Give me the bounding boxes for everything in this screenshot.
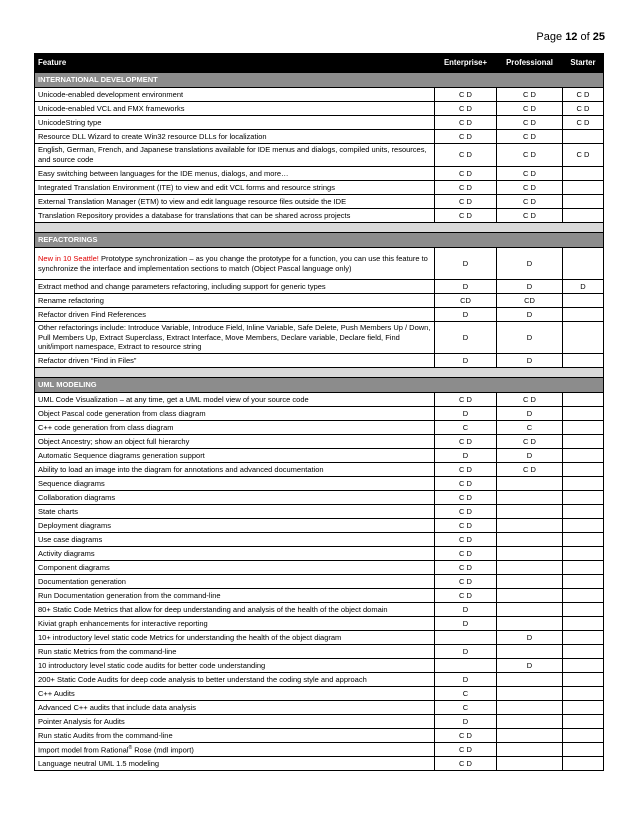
enterprise-cell: C D (435, 729, 497, 743)
feature-cell (35, 181, 435, 195)
feature-text: Run Documentation generation from the command-line (38, 590, 221, 600)
starter-cell (563, 589, 604, 603)
professional-cell (497, 575, 563, 589)
feature-cell (35, 603, 435, 617)
enterprise-cell (435, 631, 497, 645)
feature-text: Unicode-enabled VCL and FMX frameworks (38, 103, 185, 113)
feature-cell (35, 645, 435, 659)
starter-cell (563, 519, 604, 533)
spacer-cell (35, 223, 604, 233)
feature-cell (35, 575, 435, 589)
professional-cell: D (497, 308, 563, 322)
enterprise-cell: D (435, 354, 497, 368)
page-total: 25 (592, 31, 605, 43)
section-title: REFACTORINGS (35, 233, 604, 248)
feature-cell (35, 308, 435, 322)
professional-cell (497, 729, 563, 743)
professional-cell: CD (497, 294, 563, 308)
enterprise-cell: D (435, 407, 497, 421)
table-row (35, 575, 604, 589)
professional-cell: C D (497, 209, 563, 223)
table-row (35, 715, 604, 729)
feature-cell (35, 505, 435, 519)
starter-cell (563, 617, 604, 631)
table-row (35, 617, 604, 631)
table-row (35, 533, 604, 547)
starter-cell (563, 421, 604, 435)
feature-text: Unicode-enabled development environment (38, 89, 184, 99)
feature-cell (35, 617, 435, 631)
feature-cell (35, 248, 435, 280)
table-row (35, 116, 604, 130)
feature-cell (35, 209, 435, 223)
enterprise-cell: C D (435, 743, 497, 757)
starter-cell (563, 167, 604, 181)
table-row (35, 144, 604, 167)
table-row (35, 561, 604, 575)
table-row (35, 743, 604, 757)
enterprise-cell: C D (435, 144, 497, 167)
feature-text: English, German, French, and Japanese translations available for IDE menus and dialogs, compiled units, resources, and source code (38, 145, 427, 164)
professional-cell (497, 673, 563, 687)
feature-text: Object Ancestry; show an object full hierarchy (38, 436, 190, 446)
table-row (35, 645, 604, 659)
feature-cell (35, 130, 435, 144)
enterprise-cell: C D (435, 181, 497, 195)
professional-cell (497, 687, 563, 701)
starter-cell (563, 463, 604, 477)
professional-cell: D (497, 322, 563, 354)
starter-cell (563, 435, 604, 449)
feature-cell (35, 88, 435, 102)
table-row (35, 322, 604, 354)
feature-text: C++ code generation from class diagram (38, 422, 174, 432)
feature-text: Use case diagrams (38, 534, 103, 544)
professional-cell (497, 561, 563, 575)
enterprise-cell: C D (435, 491, 497, 505)
starter-cell (563, 449, 604, 463)
enterprise-cell: C D (435, 505, 497, 519)
table-row (35, 209, 604, 223)
new-label: New in 10 Seattle! (38, 253, 99, 263)
feature-cell (35, 743, 435, 757)
enterprise-cell: C D (435, 393, 497, 407)
professional-cell (497, 491, 563, 505)
starter-cell (563, 248, 604, 280)
starter-cell: C D (563, 102, 604, 116)
enterprise-cell: D (435, 645, 497, 659)
spacer-cell (35, 368, 604, 378)
starter-cell (563, 757, 604, 771)
table-row (35, 757, 604, 771)
professional-cell (497, 519, 563, 533)
professional-cell (497, 603, 563, 617)
enterprise-cell: CD (435, 294, 497, 308)
enterprise-cell: D (435, 248, 497, 280)
enterprise-cell: C D (435, 547, 497, 561)
starter-cell (563, 130, 604, 144)
feature-cell (35, 294, 435, 308)
feature-text: Ability to load an image into the diagram for annotations and advanced documentation (38, 464, 324, 474)
enterprise-cell: C D (435, 102, 497, 116)
feature-text: Easy switching between languages for the IDE menus, dialogs, and more… (38, 168, 289, 178)
table-row (35, 88, 604, 102)
enterprise-cell: D (435, 308, 497, 322)
feature-text: Refactor driven “Find in Files” (38, 355, 137, 365)
professional-cell (497, 701, 563, 715)
enterprise-cell: D (435, 715, 497, 729)
table-row (35, 308, 604, 322)
enterprise-cell: D (435, 449, 497, 463)
starter-cell (563, 294, 604, 308)
professional-cell: C D (497, 102, 563, 116)
feature-cell (35, 561, 435, 575)
feature-cell (35, 757, 435, 771)
starter-cell (563, 673, 604, 687)
professional-cell: D (497, 631, 563, 645)
starter-cell (563, 645, 604, 659)
starter-cell (563, 407, 604, 421)
feature-matrix-table (34, 53, 604, 771)
feature-cell (35, 631, 435, 645)
enterprise-cell: D (435, 603, 497, 617)
feature-text: Advanced C++ audits that include data analysis (38, 702, 197, 712)
feature-cell (35, 687, 435, 701)
enterprise-cell: C D (435, 130, 497, 144)
professional-cell: C D (497, 130, 563, 144)
professional-cell: D (497, 449, 563, 463)
section-spacer-row (35, 223, 604, 233)
feature-text: Object Pascal code generation from class diagram (38, 408, 206, 418)
table-row (35, 589, 604, 603)
starter-cell (563, 308, 604, 322)
enterprise-cell: C (435, 687, 497, 701)
feature-cell (35, 729, 435, 743)
professional-cell (497, 477, 563, 491)
enterprise-cell: C D (435, 209, 497, 223)
enterprise-cell: C D (435, 533, 497, 547)
feature-text: Activity diagrams (38, 548, 95, 558)
enterprise-cell: C D (435, 195, 497, 209)
feature-text: UML Code Visualization – at any time, get a UML model view of your source code (38, 394, 309, 404)
feature-text: Language neutral UML 1.5 modeling (38, 758, 160, 768)
table-row (35, 102, 604, 116)
enterprise-cell: D (435, 617, 497, 631)
feature-cell (35, 354, 435, 368)
professional-cell: C D (497, 181, 563, 195)
feature-cell (35, 116, 435, 130)
enterprise-cell: C D (435, 463, 497, 477)
feature-cell (35, 195, 435, 209)
feature-cell (35, 533, 435, 547)
professional-cell: D (497, 354, 563, 368)
starter-cell (563, 603, 604, 617)
starter-cell (563, 743, 604, 757)
table-row (35, 701, 604, 715)
table-row (35, 435, 604, 449)
starter-cell (563, 195, 604, 209)
section-header-row (35, 73, 604, 88)
starter-cell (563, 701, 604, 715)
table-row (35, 491, 604, 505)
header-professional: Professional (497, 54, 563, 73)
header-starter: Starter (563, 54, 604, 73)
professional-cell: C D (497, 88, 563, 102)
feature-text: Deployment diagrams (38, 520, 111, 530)
table-row (35, 407, 604, 421)
table-row (35, 354, 604, 368)
starter-cell (563, 491, 604, 505)
feature-cell (35, 547, 435, 561)
enterprise-cell: D (435, 322, 497, 354)
table-row (35, 547, 604, 561)
feature-cell (35, 715, 435, 729)
enterprise-cell: C D (435, 589, 497, 603)
table-row (35, 673, 604, 687)
professional-cell: C D (497, 144, 563, 167)
feature-cell (35, 322, 435, 354)
feature-cell (35, 673, 435, 687)
starter-cell (563, 393, 604, 407)
table-row (35, 477, 604, 491)
feature-text: Collaboration diagrams (38, 492, 116, 502)
feature-cell (35, 407, 435, 421)
starter-cell (563, 505, 604, 519)
feature-text: 80+ Static Code Metrics that allow for deep understanding and analysis of the health of the object domain (38, 604, 388, 614)
starter-cell (563, 729, 604, 743)
feature-text: Resource DLL Wizard to create Win32 resource DLLs for localization (38, 131, 267, 141)
feature-text-after: Rose (mdl import) (132, 745, 194, 755)
professional-cell (497, 715, 563, 729)
professional-cell (497, 547, 563, 561)
feature-cell (35, 519, 435, 533)
feature-text: Sequence diagrams (38, 478, 105, 488)
feature-text: Other refactorings include: Introduce Variable, Introduce Field, Inline Variable, Safe Delete, Push Members Up / Down, Pull Members Up, Extract Superclass, Extract Interface, Move Members, Declare variable, Declare field, Find unit/import namespace, Extract to resource string (38, 323, 431, 352)
feature-text: Run static Metrics from the command-line (38, 646, 177, 656)
professional-cell: D (497, 407, 563, 421)
feature-cell (35, 491, 435, 505)
starter-cell (563, 322, 604, 354)
professional-cell: C D (497, 195, 563, 209)
table-row (35, 729, 604, 743)
feature-text: Refactor driven Find References (38, 309, 146, 319)
feature-cell (35, 393, 435, 407)
feature-text: External Translation Manager (ETM) to view and edit language resource files outside the IDE (38, 196, 347, 206)
feature-text: UnicodeString type (38, 117, 102, 127)
enterprise-cell: C (435, 421, 497, 435)
feature-text: Kiviat graph enhancements for interactive reporting (38, 618, 208, 628)
professional-cell: D (497, 659, 563, 673)
table-row (35, 603, 604, 617)
starter-cell (563, 533, 604, 547)
professional-cell: C D (497, 435, 563, 449)
professional-cell: C D (497, 463, 563, 477)
enterprise-cell: C D (435, 561, 497, 575)
enterprise-cell: D (435, 673, 497, 687)
feature-text: Component diagrams (38, 562, 110, 572)
enterprise-cell: C D (435, 575, 497, 589)
feature-cell (35, 421, 435, 435)
feature-cell (35, 102, 435, 116)
feature-cell (35, 280, 435, 294)
table-header-row (35, 54, 604, 73)
starter-cell: D (563, 280, 604, 294)
feature-text: Integrated Translation Environment (ITE) to view and edit VCL forms and resource strings (38, 182, 335, 192)
starter-cell (563, 181, 604, 195)
page-label: Page (536, 31, 563, 43)
table-row (35, 659, 604, 673)
table-row (35, 463, 604, 477)
registered-mark: ® (128, 744, 133, 751)
starter-cell: C D (563, 116, 604, 130)
professional-cell (497, 645, 563, 659)
starter-cell (563, 687, 604, 701)
table-row (35, 280, 604, 294)
professional-cell: D (497, 280, 563, 294)
feature-text: Prototype synchronization – as you change the prototype for a function, you can use this feature to synchronize the interface and implementation sections to match (Object Pascal language only) (38, 253, 428, 273)
feature-text: Extract method and change parameters refactoring, including support for generic types (38, 281, 326, 291)
section-header-row (35, 378, 604, 393)
starter-cell (563, 477, 604, 491)
table-row (35, 181, 604, 195)
table-row (35, 631, 604, 645)
starter-cell (563, 547, 604, 561)
enterprise-cell: C D (435, 435, 497, 449)
section-header-row (35, 233, 604, 248)
section-title: UML MODELING (35, 378, 604, 393)
feature-text: State charts (38, 506, 79, 516)
professional-cell (497, 589, 563, 603)
professional-cell (497, 505, 563, 519)
header-feature: Feature (35, 54, 435, 73)
enterprise-cell: C D (435, 477, 497, 491)
enterprise-cell: C D (435, 88, 497, 102)
starter-cell (563, 209, 604, 223)
professional-cell: C (497, 421, 563, 435)
enterprise-cell: C D (435, 116, 497, 130)
feature-text: Translation Repository provides a database for translations that can be shared across projects (38, 210, 351, 220)
feature-cell (35, 167, 435, 181)
professional-cell (497, 757, 563, 771)
feature-cell (35, 701, 435, 715)
feature-text: Pointer Analysis for Audits (38, 716, 125, 726)
enterprise-cell: C (435, 701, 497, 715)
feature-text: C++ Audits (38, 688, 75, 698)
starter-cell (563, 631, 604, 645)
feature-text: Import model from Rational (38, 745, 129, 755)
professional-cell (497, 533, 563, 547)
feature-text: Documentation generation (38, 576, 126, 586)
table-row (35, 421, 604, 435)
feature-cell (35, 144, 435, 167)
table-row (35, 687, 604, 701)
enterprise-cell: C D (435, 519, 497, 533)
feature-cell (35, 659, 435, 673)
starter-cell (563, 354, 604, 368)
table-row (35, 519, 604, 533)
enterprise-cell: C D (435, 757, 497, 771)
professional-cell: C D (497, 116, 563, 130)
professional-cell: C D (497, 167, 563, 181)
table-row (35, 393, 604, 407)
feature-cell (35, 589, 435, 603)
enterprise-cell (435, 659, 497, 673)
page-number (536, 31, 605, 43)
table-row (35, 195, 604, 209)
section-title: INTERNATIONAL DEVELOPMENT (35, 73, 604, 88)
feature-text: 10 introductory level static code audits for better code understanding (38, 660, 266, 670)
feature-text: Run static Audits from the command-line (38, 730, 173, 740)
professional-cell (497, 617, 563, 631)
table-row (35, 294, 604, 308)
table-row (35, 167, 604, 181)
enterprise-cell: D (435, 280, 497, 294)
starter-cell (563, 659, 604, 673)
feature-text: Automatic Sequence diagrams generation support (38, 450, 205, 460)
header-enterprise: Enterprise+ (435, 54, 497, 73)
professional-cell: D (497, 248, 563, 280)
page-of: of (580, 31, 590, 43)
starter-cell (563, 561, 604, 575)
page-current: 12 (565, 31, 578, 43)
section-spacer-row (35, 368, 604, 378)
table-row (35, 130, 604, 144)
professional-cell: C D (497, 393, 563, 407)
table-row (35, 449, 604, 463)
starter-cell (563, 715, 604, 729)
feature-cell (35, 435, 435, 449)
feature-text: 10+ introductory level static code Metrics for understanding the health of the object diagram (38, 632, 342, 642)
feature-cell (35, 477, 435, 491)
starter-cell: C D (563, 144, 604, 167)
starter-cell (563, 575, 604, 589)
enterprise-cell: C D (435, 167, 497, 181)
feature-cell (35, 463, 435, 477)
starter-cell: C D (563, 88, 604, 102)
table-row (35, 248, 604, 280)
feature-text: Rename refactoring (38, 295, 104, 305)
professional-cell (497, 743, 563, 757)
feature-text: 200+ Static Code Audits for deep code analysis to better understand the coding style and approach (38, 674, 367, 684)
table-row (35, 505, 604, 519)
feature-cell (35, 449, 435, 463)
